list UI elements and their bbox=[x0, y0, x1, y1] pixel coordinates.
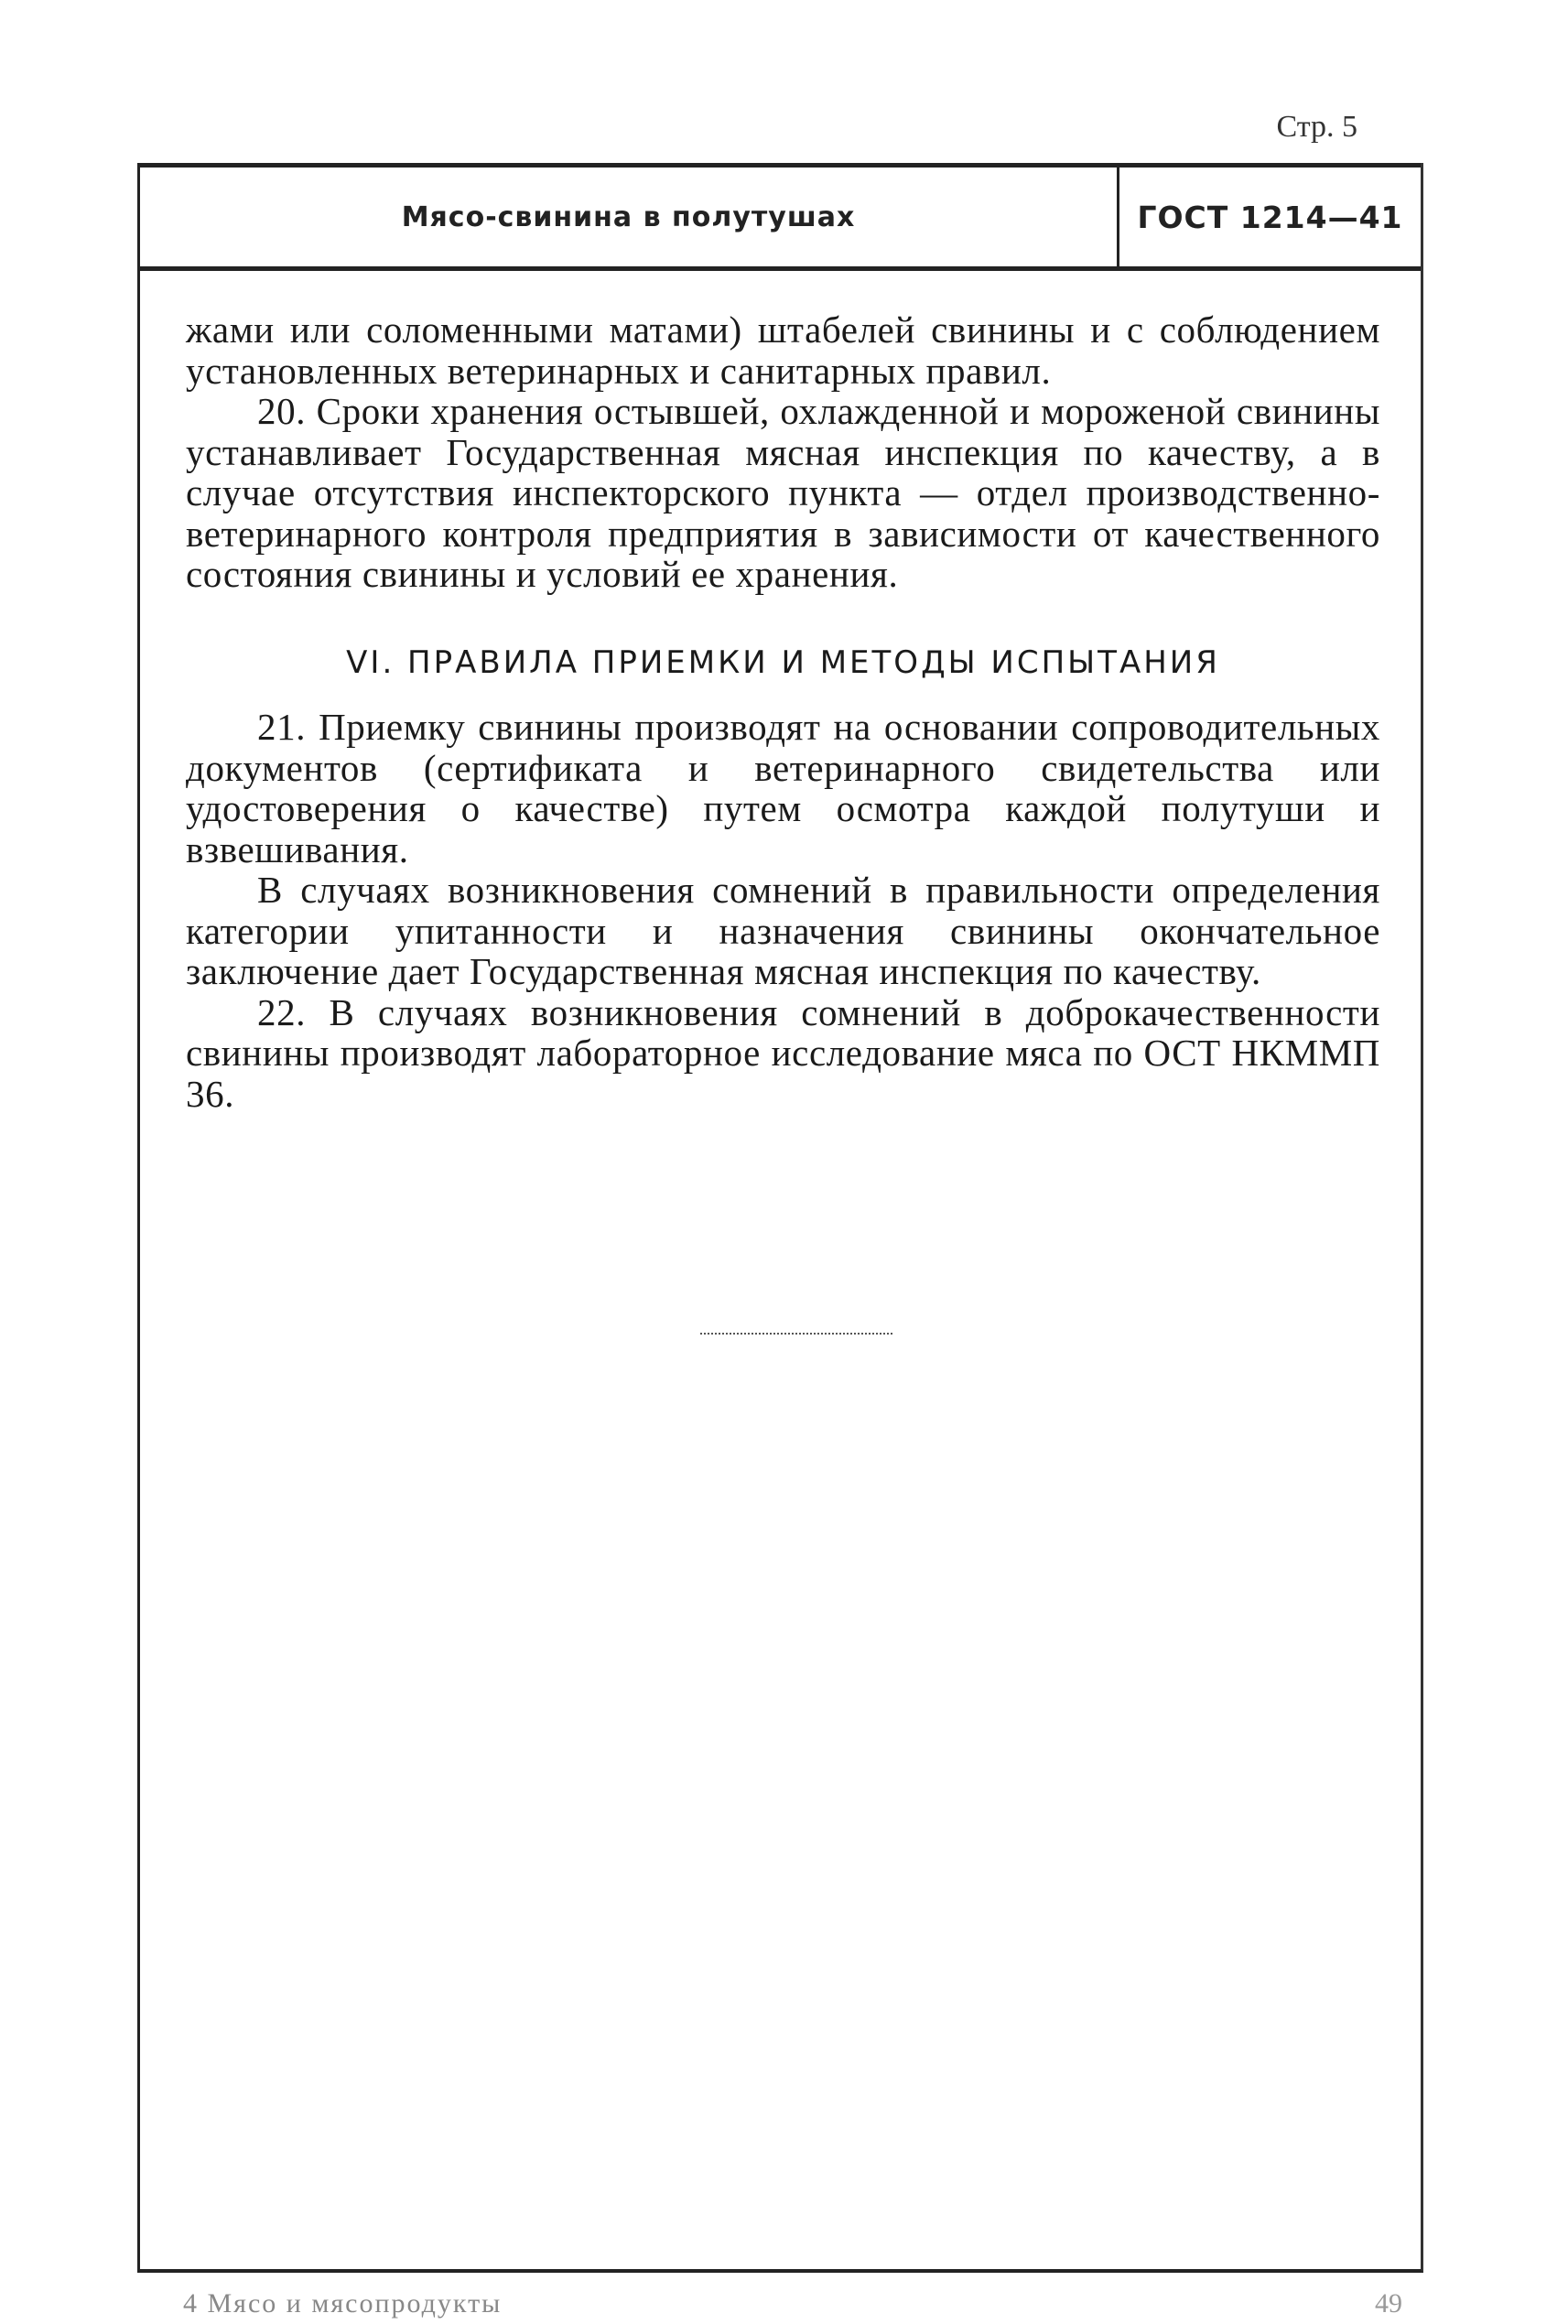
paragraph-continuation: жами или соломенными матами) штабелей свинины и с соблюдением установленных ветеринарных и санитарных правил. bbox=[186, 308, 1380, 392]
header-title: Мясо-свинина в полутушах bbox=[401, 200, 856, 233]
footer-page-number: 49 bbox=[1375, 2288, 1402, 2319]
paragraph-22: 22. В случаях возникновения сомнений в доброкачественности свинины производят лабораторное исследование мяса по ОСТ НКММП 36. bbox=[186, 990, 1380, 1115]
paragraph-20: 20. Сроки хранения остывшей, охлажденной и мороженой свинины устанавливает Государственная мясная инспекция по качеству, а в случае отсутствия инспекторского пункта — отдел производственно-ветеринарного контроля предприятия в зависимости от качественного состояния свинины и условий ее хранения. bbox=[186, 390, 1380, 595]
document-frame bbox=[137, 163, 1423, 2273]
document-header bbox=[140, 163, 1421, 271]
header-standard-number: ГОСТ 1214—41 bbox=[1137, 199, 1403, 235]
footer-signature: 4 Мясо и мясопродукты bbox=[183, 2288, 503, 2319]
document-body bbox=[186, 309, 1380, 1114]
closing-separator bbox=[700, 1333, 892, 1335]
paragraph-21-continued: В случаях возникновения сомнений в правильности определения категории упитанности и назначения свинины окончательное заключение дает Государственная мясная инспекция по качеству. bbox=[186, 869, 1380, 992]
page-number-label: Стр. 5 bbox=[1276, 110, 1357, 144]
paragraph-21: 21. Приемку свинины производят на основании сопроводительных документов (сертификата и ветеринарного свидетельства или удостоверения о качестве) путем осмотра каждой полутуши и взвешивания. bbox=[186, 706, 1380, 870]
section-heading-vi: VI. ПРАВИЛА ПРИЕМКИ И МЕТОДЫ ИСПЫТАНИЯ bbox=[346, 643, 1220, 681]
